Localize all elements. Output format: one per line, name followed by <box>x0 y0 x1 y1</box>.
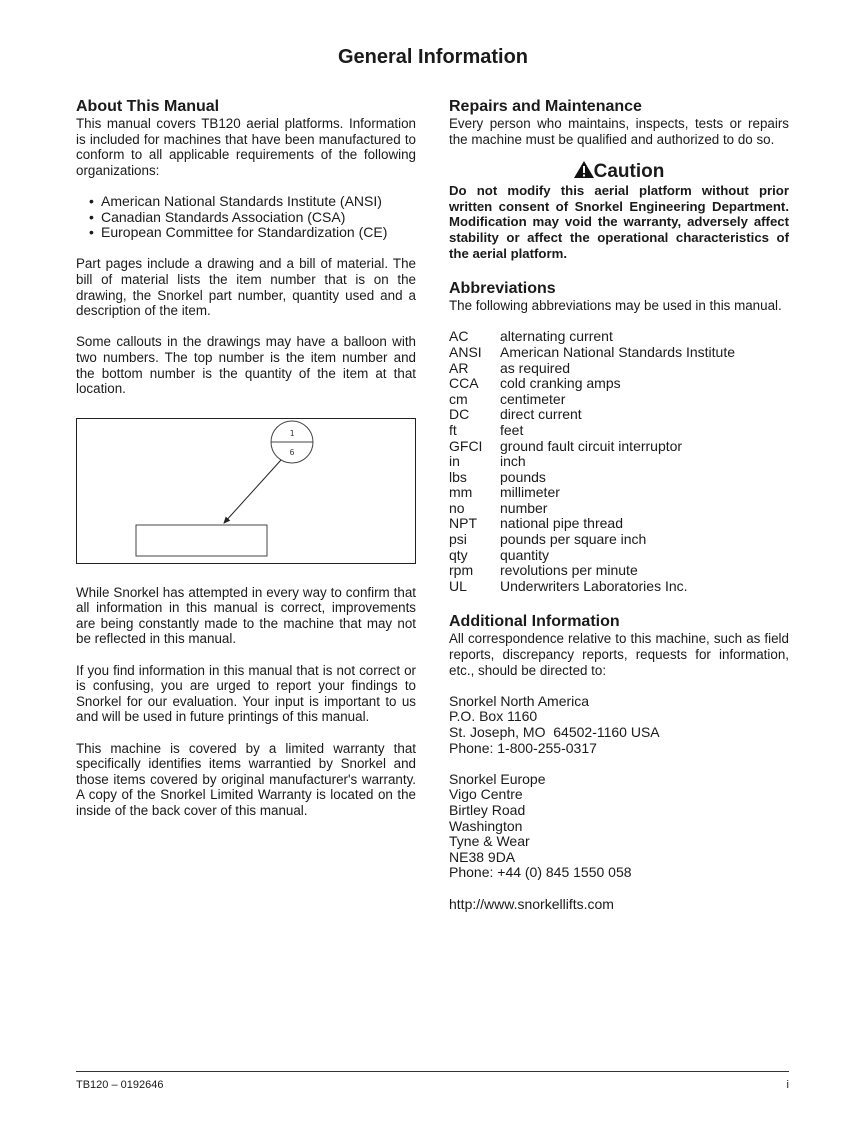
balloon-item-number: 1 <box>289 428 295 438</box>
abbreviation-row <box>449 407 735 423</box>
address-line: P.O. Box 1160 <box>449 708 538 725</box>
abbreviation-row <box>449 470 735 486</box>
abbreviation-term: UL <box>449 577 467 594</box>
organizations-list <box>76 194 416 241</box>
abbreviation-row <box>449 579 735 595</box>
abbreviation-term: lbs <box>449 468 467 485</box>
abbreviation-row <box>449 376 735 392</box>
address-line: St. Joseph, MO 64502-1160 USA <box>449 724 660 740</box>
address-line: Phone: 1-800-255-0317 <box>449 739 597 756</box>
warning-triangle-icon <box>574 161 594 178</box>
abbreviation-row <box>449 361 735 377</box>
right-column <box>449 97 789 912</box>
abbreviation-term: GFCI <box>449 437 483 454</box>
abbreviation-meaning: American National Standards Institute <box>500 343 736 360</box>
abbreviation-term: rpm <box>449 562 474 579</box>
organization-item: • European Committee for Standardization (CE) <box>89 225 416 241</box>
page-title: General Information <box>337 46 529 68</box>
organization-item: • Canadian Standards Association (CSA) <box>89 210 416 226</box>
abbreviation-term: no <box>449 499 465 516</box>
address-line: Snorkel North America <box>449 692 590 709</box>
footer-page-number: i <box>786 1079 789 1091</box>
abbreviation-meaning: cold cranking amps <box>500 375 621 392</box>
caution-text: Do not modify this aerial platform without prior written consent of Snorkel Engineering Department. Modification may void the warranty, adversely affect stability or affect the operational characteristics of the aerial platform. <box>449 183 789 261</box>
abbreviation-term: DC <box>449 406 470 423</box>
abbreviations-table <box>449 329 735 594</box>
balloon-callout-figure <box>76 418 416 564</box>
abbreviation-row <box>449 516 735 532</box>
part-rectangle <box>136 525 267 556</box>
footer-rule <box>76 1071 789 1072</box>
abbreviation-meaning: ground fault circuit interruptor <box>500 437 683 454</box>
callouts-paragraph: Some callouts in the drawings may have a balloon with two numbers. The top number is the item number and the bottom number is the quantity of the item at that location. <box>76 334 416 397</box>
address-line: Vigo Centre <box>449 786 523 803</box>
address-line: Birtley Road <box>449 801 526 818</box>
abbreviation-row <box>449 329 735 345</box>
balloon-callout-drawing <box>77 419 415 563</box>
address-north-america <box>449 694 789 756</box>
abbreviation-term: AC <box>449 328 469 345</box>
caution-heading <box>449 161 789 183</box>
abbreviation-row <box>449 485 735 501</box>
warranty-paragraph: This machine is covered by a limited warranty that specifically identifies items warrantied by Snorkel and those items covered by original manufacturer's warranty. A copy of the Snorkel Limited Warranty is located on the inside of the back cover of this manual. <box>76 740 416 818</box>
address-line: Phone: +44 (0) 845 1550 058 <box>449 864 632 881</box>
abbreviation-row <box>449 423 735 439</box>
report-paragraph: If you find information in this manual that is not correct or is confusing, you are urged to report your findings to Snorkel for our evaluation. Your input is important to us and will be used in future printings of this manual. <box>76 662 416 725</box>
abbreviation-term: AR <box>449 359 469 376</box>
abbreviation-term: cm <box>449 390 468 407</box>
abbreviation-row <box>449 563 735 579</box>
address-europe <box>449 772 789 881</box>
abbreviation-meaning: pounds per square inch <box>500 531 647 548</box>
abbreviation-row <box>449 532 735 548</box>
abbreviation-term: mm <box>449 484 473 501</box>
abbreviation-term: NPT <box>449 515 477 532</box>
part-pages-paragraph: Part pages include a drawing and a bill of material. The bill of material lists the item number that is on the drawing, the Snorkel part number, quantity used and a description of the item. <box>76 256 416 319</box>
abbreviation-meaning: millimeter <box>500 484 560 501</box>
abbreviation-meaning: alternating current <box>500 328 613 345</box>
abbreviation-row <box>449 501 735 517</box>
abbreviation-row <box>449 439 735 455</box>
website-link[interactable]: http://www.snorkellifts.com <box>449 895 614 912</box>
improvements-paragraph: While Snorkel has attempted in every way to confirm that all information in this manual is correct, improvements are being constantly made to the machine that may not be reflected in this manual. <box>76 584 416 647</box>
abbreviation-meaning: Underwriters Laboratories Inc. <box>500 577 688 594</box>
abbreviation-row <box>449 392 735 408</box>
additional-heading: Additional Information <box>449 613 620 631</box>
leader-arrow <box>224 460 281 523</box>
abbreviation-row <box>449 548 735 564</box>
repairs-text: Every person who maintains, inspects, tests or repairs the machine must be qualified and authorized to do so. <box>449 116 789 147</box>
abbreviation-term: CCA <box>449 375 479 392</box>
abbreviation-term: in <box>449 453 460 470</box>
abbreviation-meaning: national pipe thread <box>500 515 623 532</box>
abbreviation-meaning: inch <box>500 453 526 470</box>
address-line: Snorkel Europe <box>449 770 546 787</box>
left-column <box>76 97 416 819</box>
abbreviation-row <box>449 454 735 470</box>
abbreviation-term: ft <box>449 421 457 438</box>
additional-intro: All correspondence relative to this machine, such as field reports, discrepancy reports, requests for information, etc., should be directed to: <box>449 631 789 678</box>
abbreviation-meaning: number <box>500 499 548 516</box>
address-line: NE38 9DA <box>449 848 516 865</box>
abbreviation-term: ANSI <box>449 343 482 360</box>
abbreviation-meaning: pounds <box>500 468 546 485</box>
address-line: Tyne & Wear <box>449 833 530 850</box>
abbreviation-meaning: quantity <box>500 546 550 563</box>
about-intro: This manual covers TB120 aerial platforms. Information is included for machines that have been manufactured to conform to all applicable requirements of the following organizations: <box>76 116 416 178</box>
abbreviation-meaning: feet <box>500 421 524 438</box>
abbreviations-intro: The following abbreviations may be used in this manual. <box>449 298 782 314</box>
organization-item: • American National Standards Institute (ANSI) <box>89 194 416 210</box>
caution-label: Caution <box>593 161 665 183</box>
abbreviation-meaning: revolutions per minute <box>500 562 638 579</box>
abbreviation-meaning: direct current <box>500 406 582 423</box>
abbreviation-row <box>449 345 735 361</box>
footer-document-number: TB120 – 0192646 <box>76 1079 164 1091</box>
about-heading: About This Manual <box>76 98 220 115</box>
address-line: Washington <box>449 817 523 834</box>
abbreviation-meaning: centimeter <box>500 390 566 407</box>
abbreviation-term: qty <box>449 546 468 563</box>
abbreviations-heading: Abbreviations <box>449 280 556 298</box>
abbreviation-meaning: as required <box>500 359 571 376</box>
balloon-quantity: 6 <box>289 447 295 457</box>
abbreviation-term: psi <box>449 531 467 548</box>
repairs-heading: Repairs and Maintenance <box>449 98 642 115</box>
